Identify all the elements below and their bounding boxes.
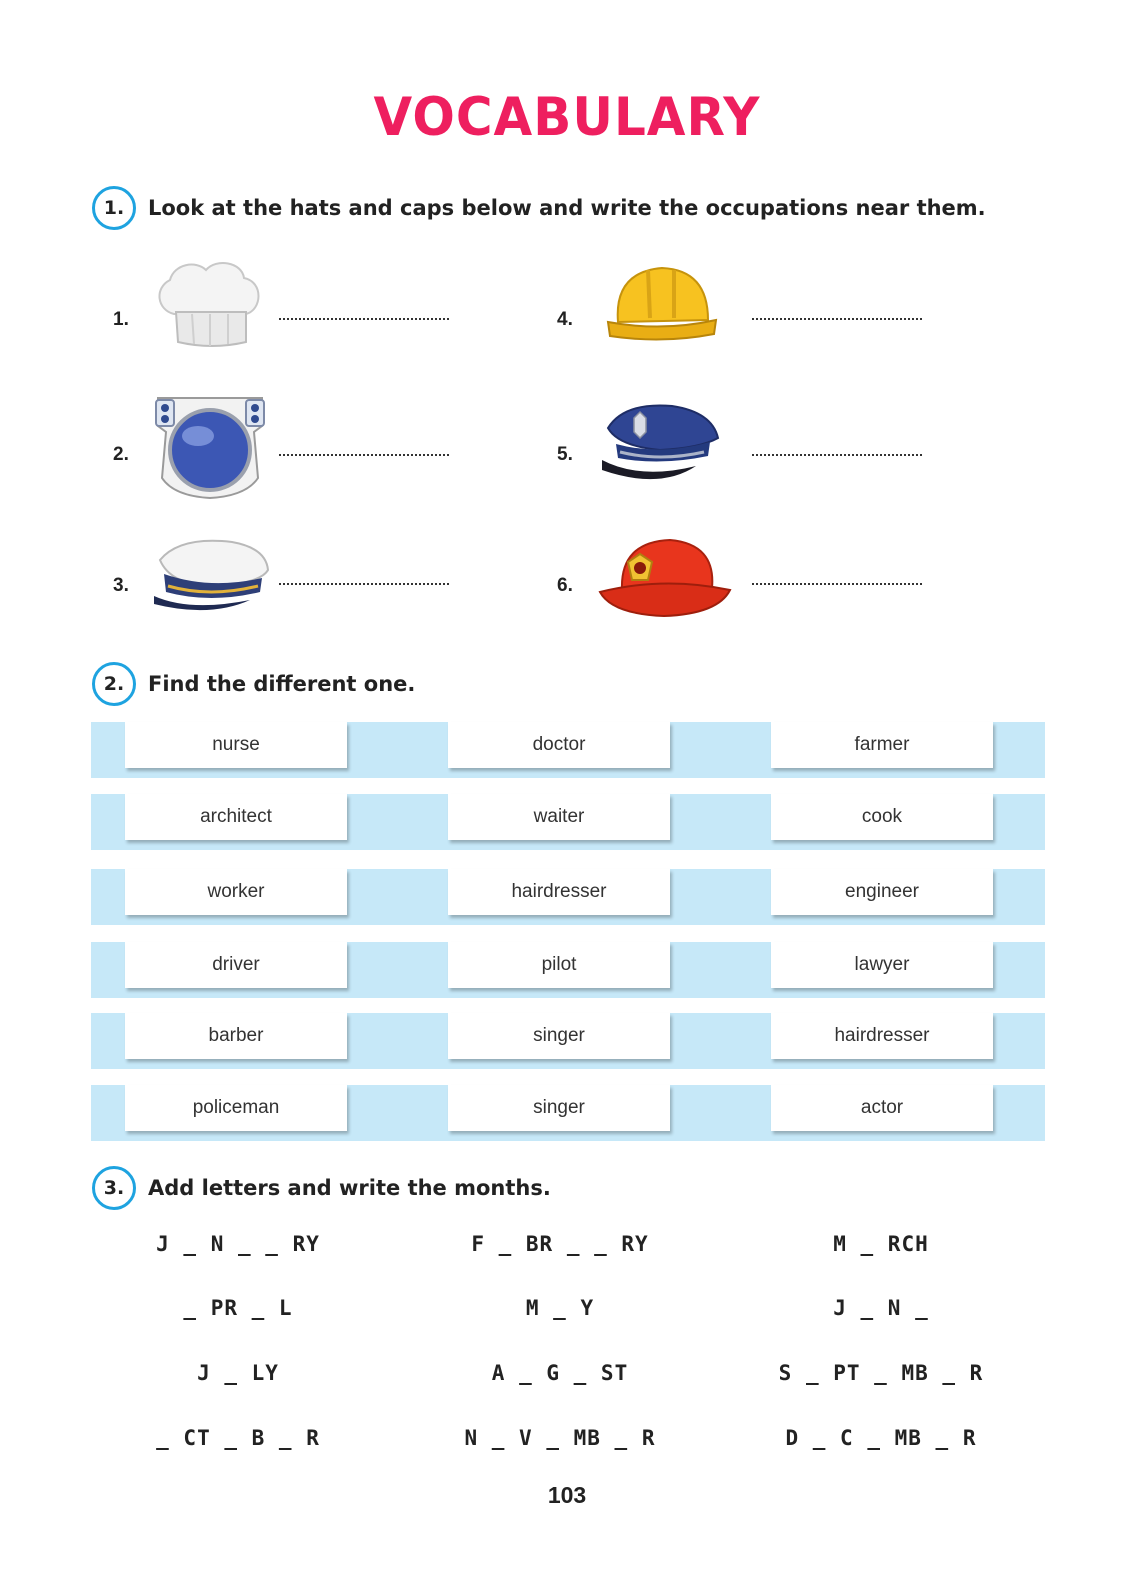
page-title: VOCABULARY	[373, 86, 761, 148]
word-row	[91, 794, 1045, 850]
word-card[interactable]: architect	[125, 794, 347, 840]
item-number: 5.	[557, 444, 573, 465]
answer-line[interactable]	[279, 454, 449, 456]
section-number: 2.	[92, 662, 136, 706]
police-cap-icon	[600, 400, 720, 486]
word-card[interactable]: worker	[125, 869, 347, 915]
item-number: 4.	[557, 309, 573, 330]
month-puzzle: _ CT _ B _ R	[156, 1426, 320, 1450]
answer-line[interactable]	[752, 318, 922, 320]
hard-hat-icon	[604, 262, 718, 346]
word-card[interactable]: engineer	[771, 869, 993, 915]
section-number: 1.	[92, 186, 136, 230]
word-card[interactable]: waiter	[448, 794, 670, 840]
word-card[interactable]: pilot	[448, 942, 670, 988]
item-number: 3.	[113, 575, 129, 596]
word-card[interactable]: singer	[448, 1013, 670, 1059]
word-card[interactable]: barber	[125, 1013, 347, 1059]
word-card[interactable]: doctor	[448, 722, 670, 768]
word-row	[91, 1085, 1045, 1141]
word-card[interactable]: actor	[771, 1085, 993, 1131]
word-card[interactable]: cook	[771, 794, 993, 840]
month-puzzle: J _ N _	[833, 1296, 929, 1320]
word-row	[91, 942, 1045, 998]
month-puzzle: N _ V _ MB _ R	[464, 1426, 656, 1450]
chef-hat-icon	[152, 258, 268, 350]
word-card[interactable]: driver	[125, 942, 347, 988]
month-puzzle: S _ PT _ MB _ R	[778, 1361, 984, 1385]
firefighter-helmet-icon	[598, 536, 732, 620]
word-card[interactable]: lawyer	[771, 942, 993, 988]
answer-line[interactable]	[752, 454, 922, 456]
word-row	[91, 1013, 1045, 1069]
word-row	[91, 722, 1045, 778]
item-number: 2.	[113, 444, 129, 465]
word-row	[91, 869, 1045, 925]
section-1-header	[92, 186, 986, 230]
item-number: 6.	[557, 575, 573, 596]
word-card[interactable]: policeman	[125, 1085, 347, 1131]
section-instruction: Find the different one.	[148, 672, 416, 696]
answer-line[interactable]	[279, 583, 449, 585]
item-number: 1.	[113, 309, 129, 330]
astronaut-helmet-icon	[150, 392, 270, 500]
month-puzzle: A _ G _ ST	[491, 1361, 629, 1385]
month-puzzle: D _ C _ MB _ R	[785, 1426, 977, 1450]
section-instruction: Add letters and write the months.	[148, 1176, 551, 1200]
page-number: 103	[547, 1482, 587, 1508]
answer-line[interactable]	[279, 318, 449, 320]
month-puzzle: M _ RCH	[833, 1232, 929, 1256]
month-puzzle: J _ N _ _ RY	[156, 1232, 320, 1256]
month-puzzle: F _ BR _ _ RY	[471, 1232, 649, 1256]
section-number: 3.	[92, 1166, 136, 1210]
section-instruction: Look at the hats and caps below and write the occupations near them.	[148, 196, 986, 220]
word-card[interactable]: farmer	[771, 722, 993, 768]
word-card[interactable]: singer	[448, 1085, 670, 1131]
answer-line[interactable]	[752, 583, 922, 585]
word-card[interactable]: nurse	[125, 722, 347, 768]
word-card[interactable]: hairdresser	[771, 1013, 993, 1059]
month-puzzle: M _ Y	[525, 1296, 595, 1320]
captain-cap-icon	[150, 534, 272, 612]
word-card[interactable]: hairdresser	[448, 869, 670, 915]
month-puzzle: J _ LY	[197, 1361, 279, 1385]
month-puzzle: _ PR _ L	[183, 1296, 293, 1320]
section-2-header	[92, 662, 415, 706]
section-3-header	[92, 1166, 551, 1210]
